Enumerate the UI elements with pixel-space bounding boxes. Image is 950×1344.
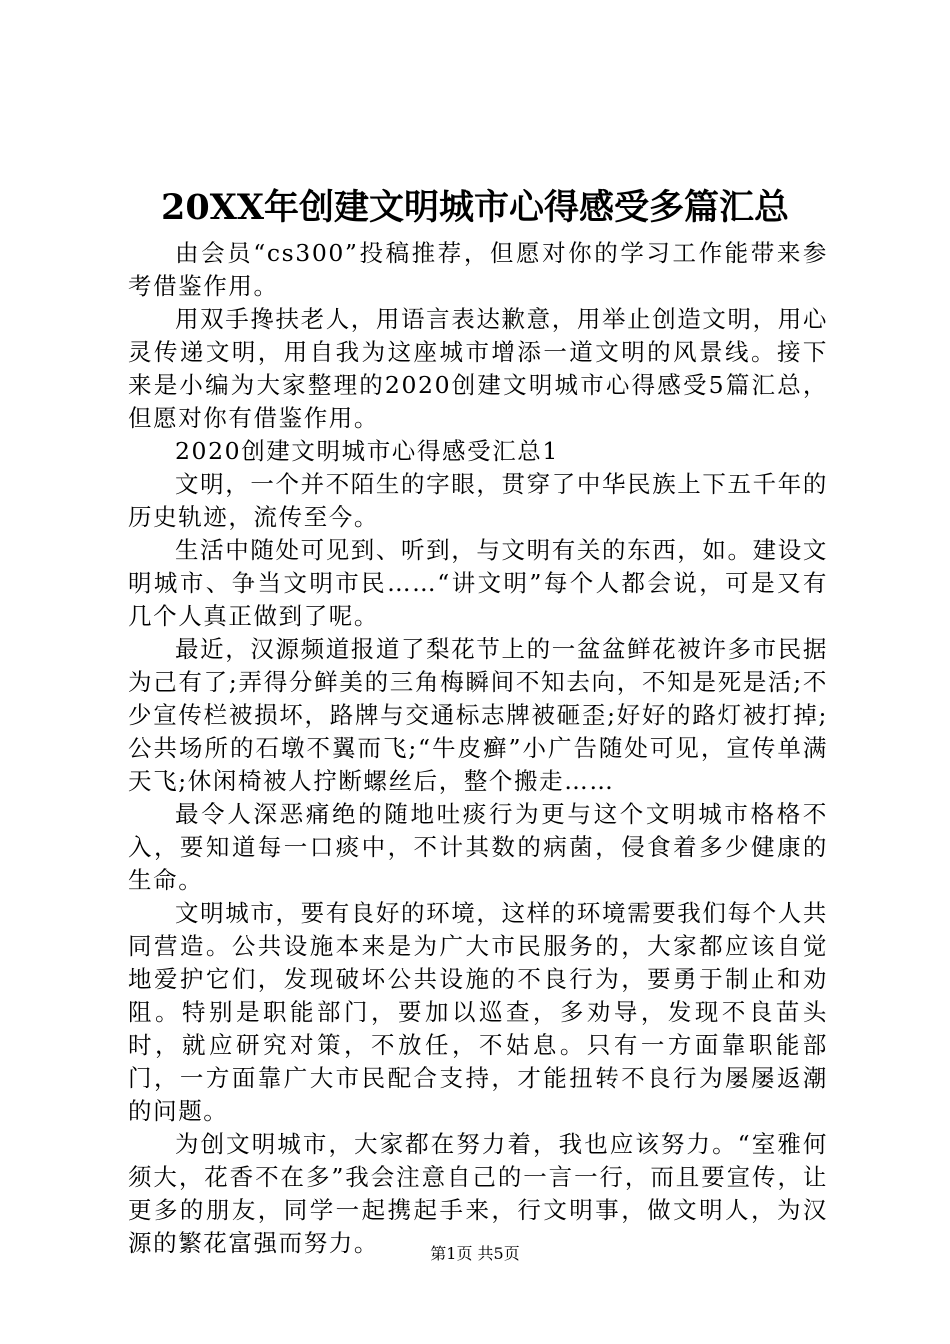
document-title: 20XX年创建文明城市心得感受多篇汇总 <box>160 187 790 228</box>
document-body <box>128 237 828 1260</box>
page-number-footer: 第1页 共5页 <box>430 1244 520 1263</box>
paragraph-summary: 用双手搀扶老人，用语言表达歉意，用举止创造文明，用心灵传递文明，用自我为这座城市增添一道文明的风景线。接下来是小编为大家整理的2020创建文明城市心得感受5篇汇总，但愿对你有借鉴作用。 <box>128 305 828 432</box>
paragraph: 最令人深恶痛绝的随地吐痰行为更与这个文明城市格格不入，要知道每一口痰中，不计其数的病菌，侵食着多少健康的生命。 <box>128 800 828 894</box>
paragraph: 最近，汉源频道报道了梨花节上的一盆盆鲜花被许多市民据为己有了;弄得分鲜美的三角梅瞬间不知去向，不知是死是活;不少宣传栏被损坏，路牌与交通标志牌被砸歪;好好的路灯被打掉;公共场所的石墩不翼而飞;“牛皮癣”小广告随处可见，宣传单满天飞;休闲椅被人拧断螺丝后，整个搬走…… <box>128 635 828 795</box>
paragraph: 为创文明城市，大家都在努力着，我也应该努力。“室雅何须大，花香不在多”我会注意自己的一言一行，而且要宣传，让更多的朋友，同学一起携起手来，行文明事，做文明人，为汉源的繁花富强而努力。 <box>128 1130 828 1257</box>
paragraph: 文明，一个并不陌生的字眼，贯穿了中华民族上下五千年的历史轨迹，流传至今。 <box>128 470 828 531</box>
paragraph-intro: 由会员“cs300”投稿推荐，但愿对你的学习工作能带来参考借鉴作用。 <box>128 239 828 300</box>
section-heading: 2020创建文明城市心得感受汇总1 <box>175 437 559 465</box>
paragraph: 文明城市，要有良好的环境，这样的环境需要我们每个人共同营造。公共设施本来是为广大市民服务的，大家都应该自觉地爱护它们，发现破坏公共设施的不良行为，要勇于制止和劝阻。特别是职能部门，要加以巡查，多劝导，发现不良苗头时，就应研究对策，不放任，不姑息。只有一方面靠职能部门，一方面靠广大市民配合支持，才能扭转不良行为屡屡返潮的问题。 <box>128 899 828 1125</box>
paragraph: 生活中随处可见到、听到，与文明有关的东西，如。建设文明城市、争当文明市民……“讲文明”每个人都会说，可是又有几个人真正做到了呢。 <box>128 536 828 630</box>
